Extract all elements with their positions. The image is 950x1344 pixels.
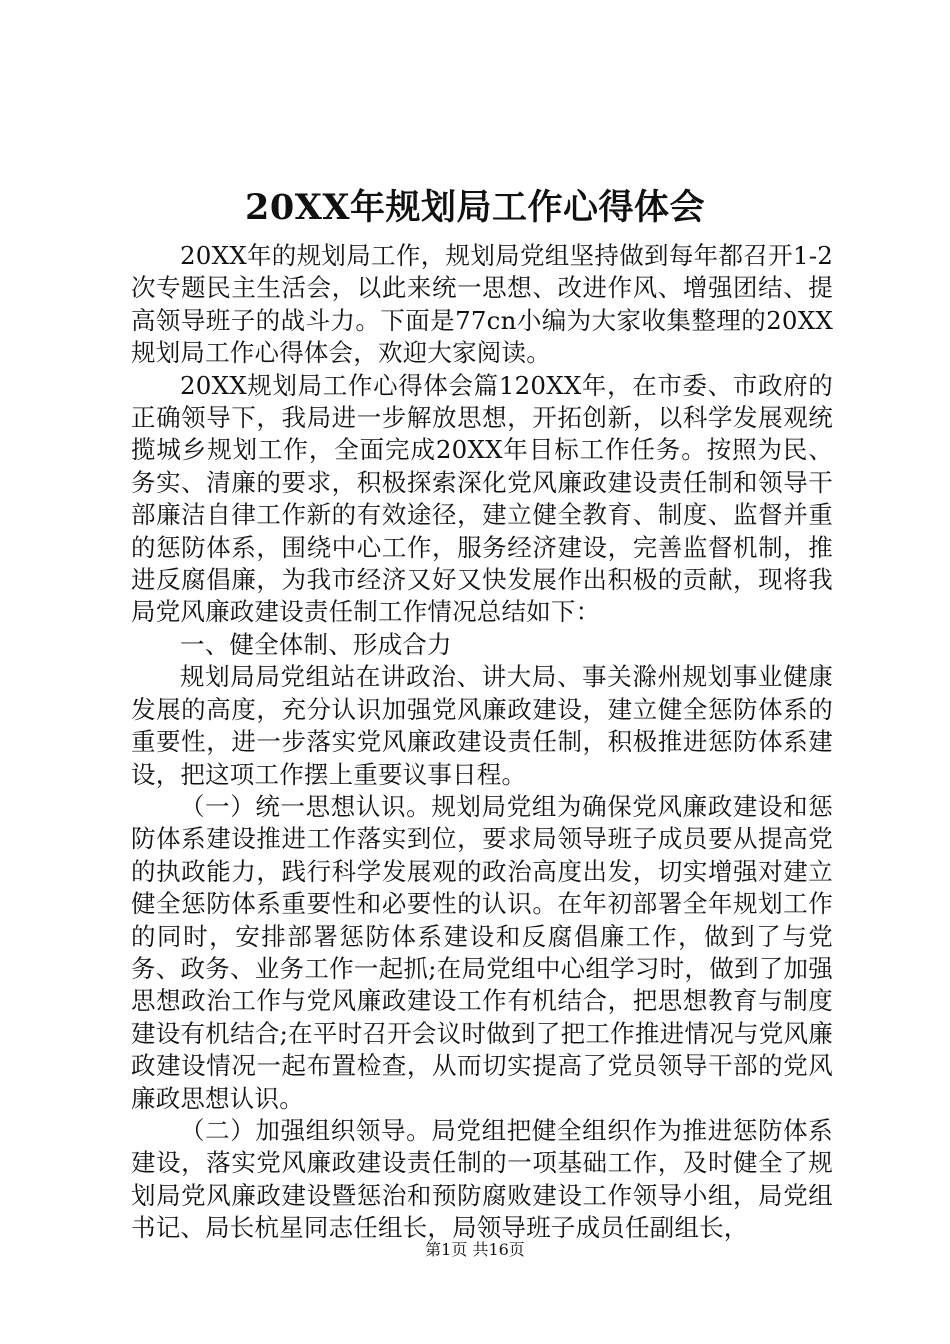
document-body <box>131 240 833 1245</box>
paragraph: （一）统一思想认识。规划局党组为确保党风廉政建设和惩防体系建设推进工作落实到位，要求局领导班子成员要从提高党的执政能力，践行科学发展观的政治高度出发，切实增强对建立健全惩防体系重要性和必要性的认识。在年初部署全年规划工作的同时，安排部署惩防体系建设和反腐倡廉工作，做到了与党务、政务、业务工作一起抓;在局党组中心组学习时，做到了加强思想政治工作与党风廉政建设工作有机结合，把思想教育与制度建设有机结合;在平时召开会议时做到了把工作推进情况与党风廉政建设情况一起布置检查，从而切实提高了党员领导干部的党风廉政思想认识。 <box>131 791 833 1113</box>
paragraph: 20XX规划局工作心得体会篇120XX年，在市委、市政府的正确领导下，我局进一步解放思想，开拓创新，以科学发展观统揽城乡规划工作，全面完成20XX年目标工作任务。按照为民、务实、清廉的要求，积极探索深化党风廉政建设责任制和领导干部廉洁自律工作新的有效途径，建立健全教育、制度、监督并重的惩防体系，围绕中心工作，服务经济建设，完善监督机制，推进反腐倡廉，为我市经济又好又快发展作出积极的贡献，现将我局党风廉政建设责任制工作情况总结如下： <box>131 370 833 627</box>
section-heading: 一、健全体制、形成合力 <box>180 629 452 659</box>
page-number-footer: 第1页 共16页 <box>425 1240 525 1259</box>
paragraph: 规划局局党组站在讲政治、讲大局、事关滁州规划事业健康发展的高度，充分认识加强党风廉政建设，建立健全惩防体系的重要性，进一步落实党风廉政建设责任制，积极推进惩防体系建设，把这项工作摆上重要议事日程。 <box>131 662 833 789</box>
document-title: 20XX年规划局工作心得体会 <box>244 187 706 228</box>
paragraph: （二）加强组织领导。局党组把健全组织作为推进惩防体系建设，落实党风廉政建设责任制的一项基础工作，及时健全了规划局党风廉政建设暨惩治和预防腐败建设工作领导小组，局党组书记、局长杭星同志任组长，局领导班子成员任副组长， <box>131 1115 833 1243</box>
paragraph: 20XX年的规划局工作，规划局党组坚持做到每年都召开1-2次专题民主生活会，以此来统一思想、改进作风、增强团结、提高领导班子的战斗力。下面是77cn小编为大家收集整理的20XX规划局工作心得体会，欢迎大家阅读。 <box>131 241 833 368</box>
